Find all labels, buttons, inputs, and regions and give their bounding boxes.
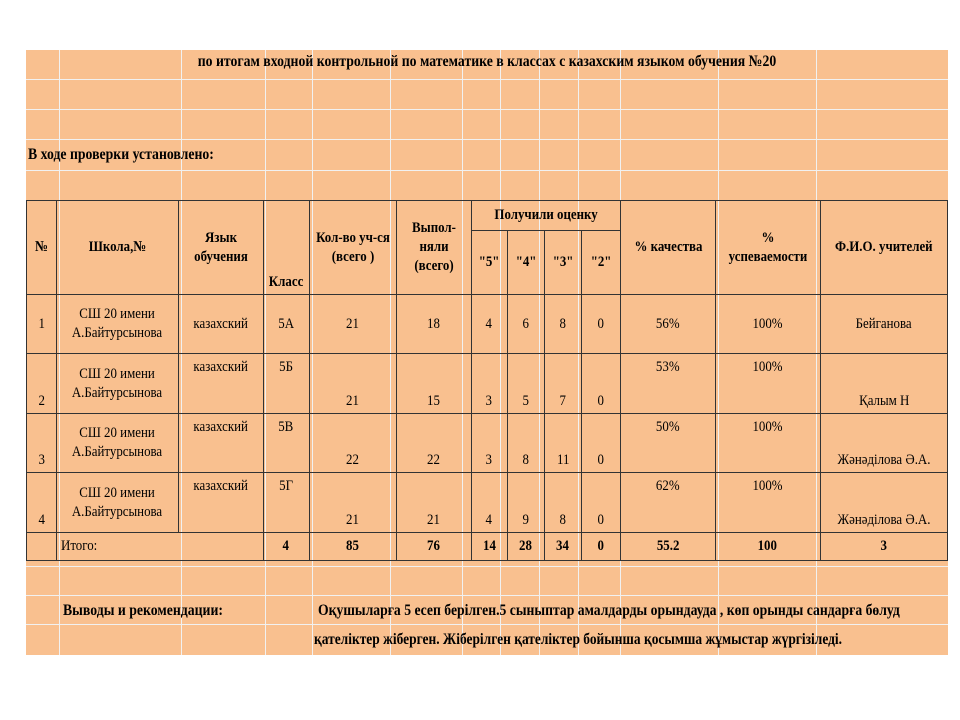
- total-quality: 55.2: [656, 538, 680, 555]
- row-num: 4: [38, 512, 45, 529]
- header-grade-4: "4": [507, 231, 544, 295]
- row-count: 22: [346, 452, 360, 469]
- total-grade-2: 0: [597, 538, 605, 555]
- row-quality: 50%: [656, 419, 680, 435]
- header-grade-2: "2": [581, 231, 621, 295]
- row-grade-3: 8: [559, 315, 567, 332]
- header-success: % успеваемости: [715, 201, 820, 295]
- header-quality: % качества: [621, 201, 715, 295]
- row-language: казахский: [193, 419, 249, 435]
- table-row: [27, 354, 948, 414]
- row-grade-4: 9: [522, 512, 529, 529]
- total-grade-3: 34: [556, 538, 570, 555]
- row-grade-3: 11: [556, 452, 570, 469]
- total-done: 76: [427, 538, 441, 555]
- row-grade-5: 3: [485, 393, 493, 410]
- row-grade-5: 4: [485, 512, 493, 529]
- row-teacher: Жәнәділова Ә.А.: [837, 512, 931, 529]
- row-grade-2: 0: [597, 452, 605, 469]
- total-row: [27, 533, 948, 561]
- row-grade-4: 8: [522, 452, 529, 469]
- row-grade-4: 5: [522, 393, 529, 410]
- row-quality: 53%: [656, 359, 680, 375]
- row-grade-2: 0: [597, 393, 605, 410]
- total-grade-4: 28: [519, 538, 533, 555]
- header-num: №: [27, 201, 57, 295]
- row-success: 100%: [752, 478, 783, 494]
- header-school: Школа,№: [57, 201, 179, 295]
- row-grade-2: 0: [597, 315, 605, 332]
- intro-text: В ходе проверки установлено:: [28, 146, 214, 163]
- row-count: 21: [346, 315, 360, 332]
- row-done: 22: [427, 452, 441, 469]
- row-class: 5А: [278, 315, 295, 332]
- row-class: 5В: [278, 419, 294, 435]
- row-school: СШ 20 имени А.Байтурсынова: [72, 365, 163, 401]
- row-school: СШ 20 имени А.Байтурсынова: [72, 425, 163, 460]
- total-class: 4: [282, 538, 290, 555]
- total-teacher: 3: [880, 538, 887, 555]
- row-grade-3: 7: [559, 393, 567, 410]
- row-teacher: Жәнәділова Ә.А.: [837, 452, 931, 469]
- row-quality: 56%: [656, 315, 680, 332]
- row-done: 18: [427, 315, 441, 332]
- table-row: [27, 473, 948, 533]
- header-count: Кол-во уч-ся (всего ): [309, 201, 396, 295]
- row-teacher: Бейганова: [855, 315, 912, 332]
- row-done: 21: [427, 512, 441, 529]
- header-language: Язык обучения: [178, 201, 263, 295]
- header-grade-5: "5": [471, 231, 507, 295]
- total-success: 100: [757, 538, 778, 555]
- row-language: казахский: [193, 359, 249, 375]
- row-count: 21: [346, 393, 360, 410]
- total-grade-5: 14: [482, 538, 496, 555]
- row-count: 21: [346, 512, 360, 529]
- header-teacher: Ф.И.О. учителей: [820, 201, 947, 295]
- header-done: Выпол-няли (всего): [396, 201, 471, 295]
- table-row: [27, 295, 948, 354]
- report-title: по итогам входной контрольной по математике в классах с казахским языком обучения №20: [197, 53, 777, 70]
- row-num: 2: [38, 393, 45, 410]
- row-num: 3: [38, 452, 45, 469]
- row-grade-3: 8: [559, 512, 567, 529]
- conclusions-line-1: Оқушыларға 5 есеп берілген.5 сыныптар амалдарды орындауда , көп орынды сандарға бөлуд: [318, 602, 900, 619]
- row-success: 100%: [752, 419, 783, 435]
- row-grade-5: 4: [485, 315, 493, 332]
- conclusions-label: Выводы и рекомендации:: [63, 602, 224, 619]
- row-grade-2: 0: [597, 512, 605, 529]
- table-row: [27, 414, 948, 473]
- row-teacher: Қалым Н: [858, 393, 909, 410]
- row-num: 1: [38, 315, 45, 332]
- total-label: Итого:: [61, 538, 98, 555]
- row-grade-5: 3: [485, 452, 493, 469]
- row-success: 100%: [752, 315, 783, 332]
- row-school: СШ 20 имени А.Байтурсынова: [72, 484, 163, 520]
- row-quality: 62%: [656, 478, 680, 494]
- header-grades-group: Получили оценку: [471, 201, 621, 231]
- conclusions-line-2: қателіктер жіберген. Жіберілген қателіктер бойынша қосымша жұмыстар жүргізіледі.: [314, 631, 843, 648]
- row-done: 15: [427, 393, 441, 410]
- header-grade-3: "3": [544, 231, 581, 295]
- row-language: казахский: [193, 315, 249, 332]
- row-grade-4: 6: [522, 315, 529, 332]
- total-count: 85: [346, 538, 360, 555]
- results-table: [26, 200, 948, 561]
- spreadsheet-area: [26, 50, 948, 655]
- row-language: казахский: [193, 478, 249, 494]
- row-class: 5Б: [279, 359, 294, 375]
- header-class: Класс: [263, 201, 309, 295]
- row-school: СШ 20 имени А.Байтурсынова: [72, 306, 163, 341]
- row-success: 100%: [752, 359, 783, 375]
- row-class: 5Г: [279, 478, 294, 494]
